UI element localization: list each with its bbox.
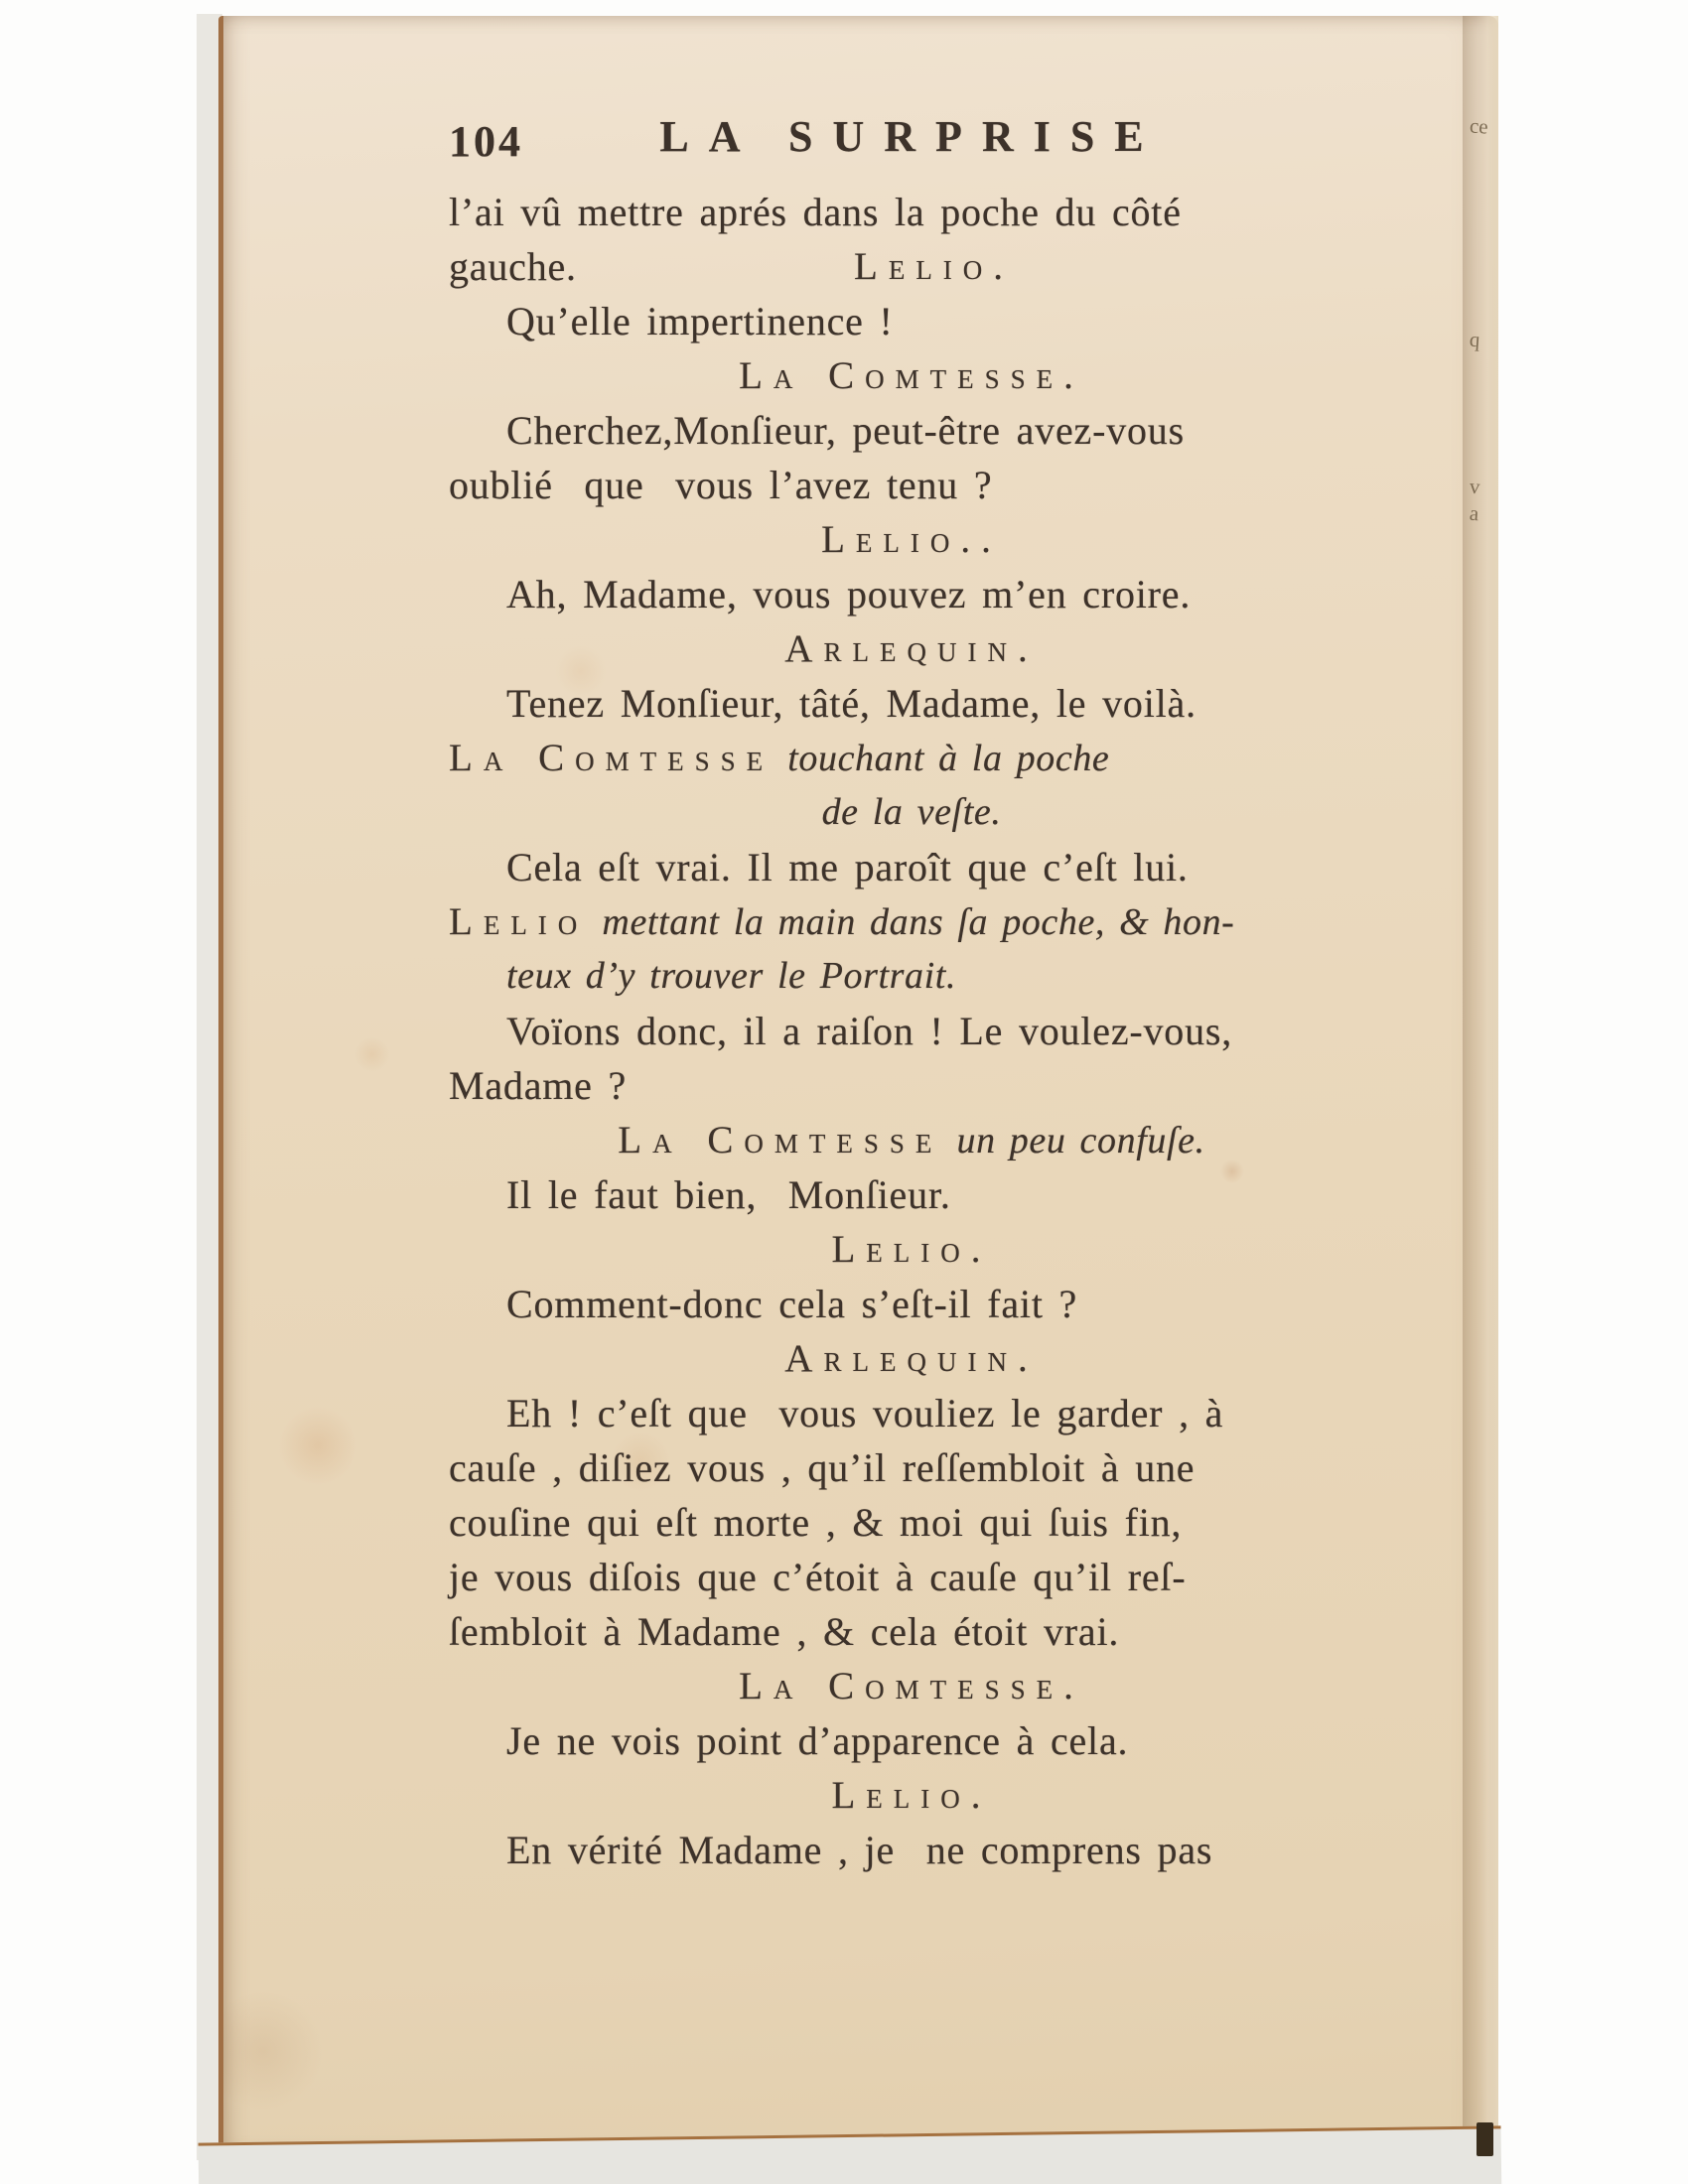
facing-page-edge (1463, 16, 1498, 2160)
speaker-name: La Comtesse. (739, 1665, 1084, 1707)
text-line (449, 1058, 1374, 1113)
text-line (449, 185, 1374, 239)
speaker-line (449, 1113, 1374, 1167)
text-line (449, 1823, 1374, 1877)
page-number: 104 (449, 117, 523, 166)
text-line (449, 294, 1374, 348)
stage-direction: mettant la main dans ſa poche, & hon- (588, 901, 1235, 943)
speaker-name: Arlequin. (784, 627, 1039, 670)
text-line (449, 1277, 1374, 1331)
text-line (449, 458, 1374, 512)
stage-direction: touchant à la poche (774, 738, 1110, 779)
speech-text: Madame ? (449, 1063, 628, 1108)
speaker-name: La Comtesse (618, 1119, 943, 1161)
text-line (449, 1495, 1374, 1550)
text-line (449, 1550, 1374, 1604)
text-line (449, 1167, 1374, 1222)
speaker-name: Arlequin. (784, 1337, 1039, 1380)
text-line (449, 1713, 1374, 1768)
speaker-line (449, 1659, 1374, 1713)
adjacent-page-text-fragment: ce (1469, 113, 1489, 139)
speaker-line (449, 512, 1374, 567)
speech-text: couſine qui eſt morte , & moi qui ſuis fin, (449, 1500, 1183, 1545)
speaker-name: Lelio.. (821, 518, 1002, 561)
text-line (449, 840, 1374, 894)
book-page (218, 16, 1498, 2160)
text-line (449, 567, 1374, 621)
speech-text: cauſe , diſiez vous , qu’il reſſembloit à une (449, 1445, 1196, 1490)
speech-text: Il le faut bien, Monſieur. (506, 1172, 951, 1217)
speech-text: Cela eſt vrai. Il me paroît que c’eſt lui. (506, 845, 1189, 889)
text-line (449, 1004, 1374, 1058)
speaker-line (449, 348, 1374, 403)
text-line (449, 403, 1374, 458)
text-line (449, 1386, 1374, 1440)
adjacent-page-text-fragment: v (1469, 474, 1481, 499)
running-title: LA SURPRISE (659, 112, 1164, 161)
binding-shadow (1477, 2122, 1493, 2156)
speech-text: Tenez Monſieur, tâté, Madame, le voilà. (506, 681, 1196, 726)
speaker-name: Lelio. (831, 1774, 992, 1817)
speech-text: gauche. (449, 244, 577, 289)
speech-text: je vous diſois que c’étoit à cauſe qu’il reſ- (449, 1555, 1187, 1599)
speech-text: Ah, Madame, vous pouvez m’en croire. (506, 572, 1192, 616)
speech-text: Comment-donc cela s’eſt-il fait ? (506, 1282, 1078, 1326)
speaker-name: La Comtesse (449, 737, 774, 779)
speaker-line (449, 621, 1374, 676)
text-line (449, 1440, 1374, 1495)
speech-text: Eh ! c’eſt que vous vouliez le garder , à (506, 1391, 1224, 1435)
speaker-name: La Comtesse. (739, 354, 1084, 397)
text-line (449, 676, 1374, 731)
play-text (449, 185, 1374, 1877)
stage-direction: teux d’y trouver le Portrait. (506, 955, 957, 997)
speech-text: Qu’elle impertinence ! (506, 299, 894, 343)
speaker-line (449, 894, 1374, 949)
text-line (449, 1604, 1374, 1659)
speaker-line (449, 239, 1374, 294)
speech-text: ſembloit à Madame , & cela étoit vrai. (449, 1609, 1120, 1654)
speech-text: oublié que vous l’avez tenu ? (449, 463, 993, 507)
speech-text: En vérité Madame , je ne comprens pas (506, 1828, 1213, 1872)
stage-direction: de la veſte. (821, 791, 1002, 833)
speaker-name: Lelio. (854, 245, 1015, 288)
text-line (449, 949, 1374, 1004)
speaker-line (449, 1222, 1374, 1277)
stage-direction: un peu confuſe. (942, 1120, 1205, 1161)
speaker-name: Lelio. (831, 1228, 992, 1271)
speech-text: Cherchez,Monſieur, peut-être avez-vous (506, 408, 1185, 453)
adjacent-page-text-fragment: a (1469, 500, 1480, 526)
text-line (449, 785, 1374, 840)
adjacent-page-text-fragment: q (1469, 327, 1481, 352)
speech-text: Voïons donc, il a raiſon ! Le voulez-vous, (506, 1009, 1233, 1053)
speech-text: l’ai vû mettre aprés dans la poche du côté (449, 190, 1182, 234)
speaker-name: Lelio (449, 900, 589, 943)
page-header (449, 111, 1374, 175)
speaker-line (449, 1331, 1374, 1386)
speaker-line (449, 1768, 1374, 1823)
speaker-line (449, 731, 1374, 785)
speech-text: Je ne vois point d’apparence à cela. (506, 1718, 1129, 1763)
